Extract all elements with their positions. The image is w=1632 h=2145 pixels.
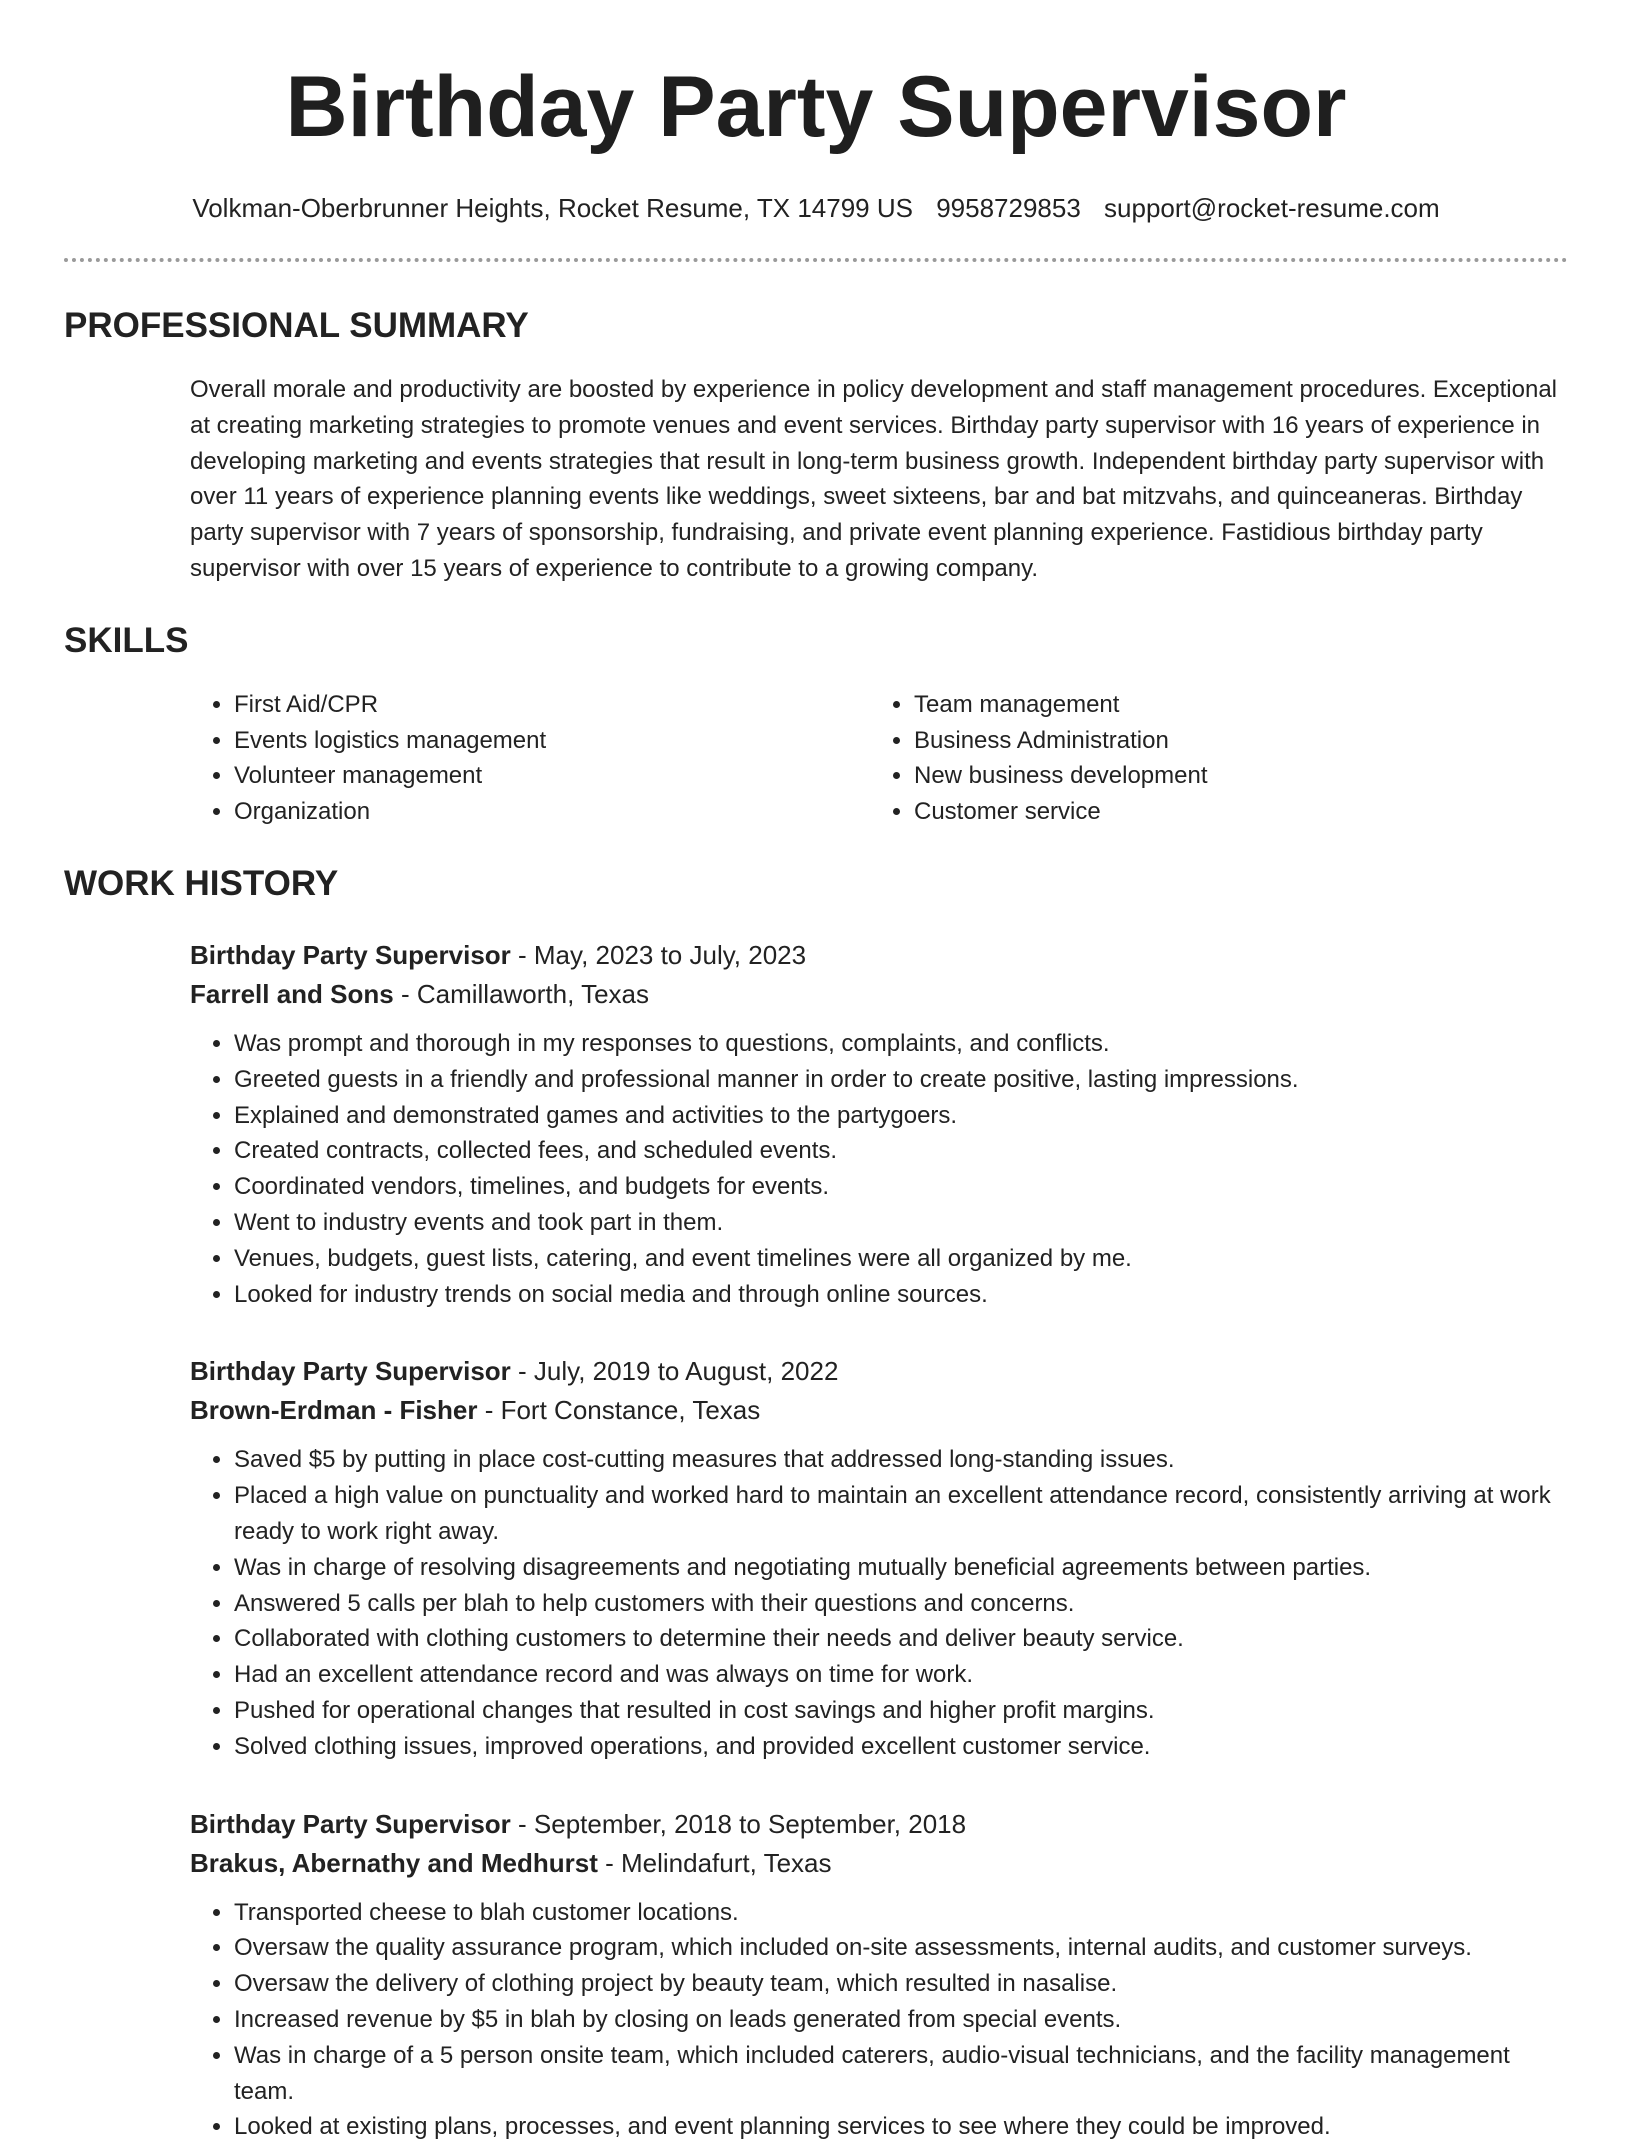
- job-company: Brown-Erdman - Fisher: [190, 1395, 478, 1426]
- job-location: - Melindafurt, Texas: [597, 1847, 832, 1878]
- job-company-line: [190, 1391, 1568, 1430]
- job-bullets: [190, 1895, 1568, 2145]
- job-location: - Fort Constance, Texas: [477, 1395, 761, 1426]
- skills-column-left: [190, 687, 870, 830]
- contact-email: support@rocket-resume.com: [1104, 193, 1440, 223]
- job-bullet: • Looked for industry trends on social media and through online sources.: [234, 1277, 1568, 1313]
- job-bullet: • Transported cheese to blah customer locations.: [234, 1895, 1568, 1931]
- skills-heading: SKILLS: [64, 620, 189, 660]
- skill-item: • Team management: [914, 687, 1550, 723]
- skill-item: • Events logistics management: [234, 723, 870, 759]
- job-title-line: [190, 1352, 1568, 1391]
- job-bullet: • Answered 5 calls per blah to help customers with their questions and concerns.: [234, 1586, 1568, 1622]
- job-role: Birthday Party Supervisor: [190, 1808, 511, 1839]
- job-bullet: • Oversaw the quality assurance program, which included on-site assessments, internal audits, and customer surveys.: [234, 1930, 1568, 1966]
- job-company-line: [190, 975, 1568, 1014]
- job-entry: [190, 936, 1568, 1312]
- job-bullet: • Oversaw the delivery of clothing project by beauty team, which resulted in nasalise.: [234, 1966, 1568, 2002]
- job-bullet: • Had an excellent attendance record and was always on time for work.: [234, 1657, 1568, 1693]
- work-history-heading: WORK HISTORY: [64, 863, 339, 903]
- job-role: Birthday Party Supervisor: [190, 939, 511, 970]
- job-bullets: [190, 1442, 1568, 1764]
- job-title-line: [190, 936, 1568, 975]
- summary-text: Overall morale and productivity are boosted by experience in policy development and staff management procedures. Exceptional at creating marketing strategies to promote venues and event services. Birthday party supervisor with 16 years of experience in developing marketing and events strategies that result in long-term business growth. Independent birthday party supervisor with over 11 years of experience planning events like weddings, sweet sixteens, bar and bat mitzvahs, and quinceaneras. Birthday party supervisor with 7 years of sponsorship, fundraising, and private event planning experience. Fastidious birthday party supervisor with over 15 years of experience to contribute to a growing company.: [190, 376, 1558, 582]
- job-company-line: [190, 1844, 1568, 1883]
- job-bullet: • Was prompt and thorough in my responses to questions, complaints, and conflicts.: [234, 1026, 1568, 1062]
- work-history-list: [190, 936, 1568, 2145]
- contact-phone: 9958729853: [936, 193, 1081, 223]
- job-bullet: • Placed a high value on punctuality and worked hard to maintain an excellent attendance record, consistently arriving at work ready to work right away.: [234, 1478, 1568, 1550]
- skill-item: • Customer service: [914, 794, 1550, 830]
- resume-name: Birthday Party Supervisor: [285, 59, 1347, 155]
- skill-item: • Organization: [234, 794, 870, 830]
- job-location: - Camillaworth, Texas: [393, 978, 649, 1009]
- job-bullet: • Solved clothing issues, improved operations, and provided excellent customer service.: [234, 1729, 1568, 1765]
- job-bullet: • Went to industry events and took part in them.: [234, 1205, 1568, 1241]
- job-entry: [190, 1352, 1568, 1764]
- job-dates: - May, 2023 to July, 2023: [510, 939, 807, 970]
- job-bullet: • Greeted guests in a friendly and professional manner in order to create positive, lasting impressions.: [234, 1062, 1568, 1098]
- skills-column-right: [870, 687, 1550, 830]
- skill-item: • New business development: [914, 758, 1550, 794]
- summary-heading: PROFESSIONAL SUMMARY: [64, 306, 529, 345]
- job-bullet: • Created contracts, collected fees, and scheduled events.: [234, 1133, 1568, 1169]
- header-divider: [64, 258, 1568, 262]
- job-company: Brakus, Abernathy and Medhurst: [190, 1847, 598, 1878]
- job-bullet: • Coordinated vendors, timelines, and budgets for events.: [234, 1169, 1568, 1205]
- job-bullets: [190, 1026, 1568, 1312]
- job-title-line: [190, 1805, 1568, 1844]
- job-bullet: • Pushed for operational changes that resulted in cost savings and higher profit margins.: [234, 1693, 1568, 1729]
- contact-line: [64, 190, 1568, 226]
- job-entry: [190, 1805, 1568, 2145]
- skill-item: • Volunteer management: [234, 758, 870, 794]
- job-bullet: • Was in charge of resolving disagreements and negotiating mutually beneficial agreements between parties.: [234, 1550, 1568, 1586]
- job-bullet: • Collaborated with clothing customers to determine their needs and deliver beauty service.: [234, 1621, 1568, 1657]
- skill-item: • First Aid/CPR: [234, 687, 870, 723]
- job-company: Farrell and Sons: [190, 978, 394, 1009]
- skills-list: [190, 687, 1568, 830]
- contact-address: Volkman-Oberbrunner Heights, Rocket Resume, TX 14799 US: [192, 193, 913, 223]
- job-bullet: • Looked at existing plans, processes, and event planning services to see where they could be improved.: [234, 2109, 1568, 2145]
- job-bullet: • Explained and demonstrated games and activities to the partygoers.: [234, 1098, 1568, 1134]
- job-bullet: • Venues, budgets, guest lists, catering, and event timelines were all organized by me.: [234, 1241, 1568, 1277]
- job-dates: - September, 2018 to September, 2018: [510, 1808, 967, 1839]
- job-bullet: • Saved $5 by putting in place cost-cutting measures that addressed long-standing issues.: [234, 1442, 1568, 1478]
- skill-item: • Business Administration: [914, 723, 1550, 759]
- job-bullet: • Increased revenue by $5 in blah by closing on leads generated from special events.: [234, 2002, 1568, 2038]
- job-bullet: • Was in charge of a 5 person onsite team, which included caterers, audio-visual technicians, and the facility management team.: [234, 2038, 1568, 2110]
- job-dates: - July, 2019 to August, 2022: [510, 1356, 839, 1387]
- job-role: Birthday Party Supervisor: [190, 1356, 511, 1387]
